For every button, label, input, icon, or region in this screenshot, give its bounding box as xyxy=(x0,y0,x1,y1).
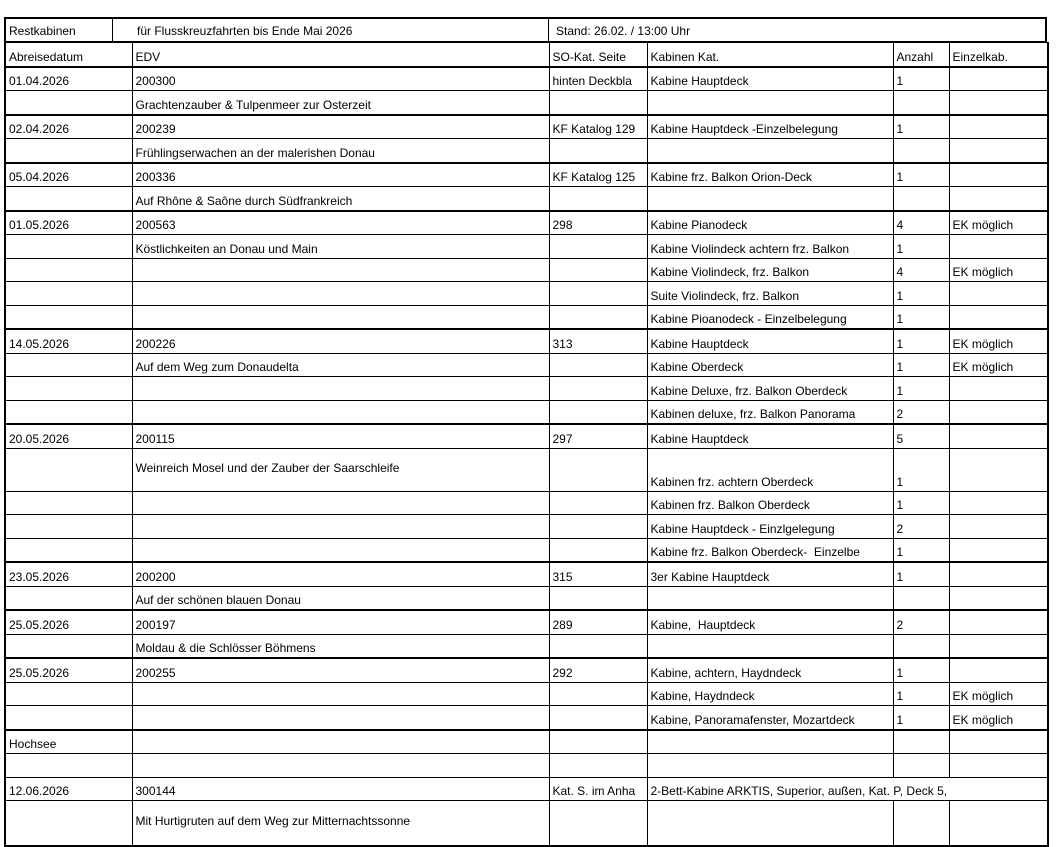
cell: 01.05.2026 xyxy=(5,211,132,235)
cell: Auf der schönen blauen Donau xyxy=(132,586,549,610)
cell xyxy=(949,400,1048,424)
cell: Mit Hurtigruten auf dem Weg zur Mitternachtssonne xyxy=(132,801,549,846)
table-row xyxy=(5,258,1048,282)
cell: 23.05.2026 xyxy=(5,562,132,586)
col-header-anzahl: Anzahl xyxy=(893,43,949,67)
cell: Moldau & die Schlösser Böhmens xyxy=(132,634,549,658)
cell xyxy=(5,305,132,329)
cell xyxy=(549,282,647,306)
cell xyxy=(949,658,1048,682)
cell: 1 xyxy=(893,353,949,377)
cell: 1 xyxy=(893,235,949,259)
cell: 200300 xyxy=(132,67,549,91)
cell xyxy=(949,610,1048,634)
cell: 1 xyxy=(893,448,949,491)
cell: 200563 xyxy=(132,211,549,235)
cell: EK möglich xyxy=(949,211,1048,235)
cell xyxy=(949,424,1048,448)
cell: Auf dem Weg zum Donaudelta xyxy=(132,353,549,377)
cell: 4 xyxy=(893,211,949,235)
cell: 313 xyxy=(549,329,647,353)
cell: Kabine, Hauptdeck xyxy=(647,610,893,634)
table-row xyxy=(5,730,1048,754)
cell xyxy=(949,448,1048,491)
cell: 2-Bett-Kabine ARKTIS, Superior, außen, Kat. P, Deck 5, xyxy=(647,777,1048,801)
table-row xyxy=(5,491,1048,515)
cell xyxy=(647,634,893,658)
cell xyxy=(549,305,647,329)
cell xyxy=(549,91,647,115)
cell: 4 xyxy=(893,258,949,282)
report-title: Restkabinen xyxy=(6,19,113,41)
cell: Weinreich Mosel und der Zauber der Saarschleife xyxy=(132,448,549,491)
table-row xyxy=(5,282,1048,306)
table-row xyxy=(5,562,1048,586)
cell xyxy=(549,801,647,846)
cell xyxy=(647,801,893,846)
cell xyxy=(893,801,949,846)
cell: 1 xyxy=(893,682,949,706)
cell: Kabine frz. Balkon Oberdeck- Einzelbe xyxy=(647,538,893,562)
cell xyxy=(647,730,893,754)
cell xyxy=(949,515,1048,539)
cell xyxy=(949,235,1048,259)
cell xyxy=(893,187,949,211)
cell: 200197 xyxy=(132,610,549,634)
cell xyxy=(949,754,1048,778)
cell: 297 xyxy=(549,424,647,448)
cell xyxy=(549,491,647,515)
cell: 01.04.2026 xyxy=(5,67,132,91)
cell: Kabine Pioanodeck - Einzelbelegung xyxy=(647,305,893,329)
cell: Frühlingserwachen an der malerishen Donau xyxy=(132,139,549,163)
cell: 25.05.2026 xyxy=(5,658,132,682)
cell xyxy=(893,586,949,610)
cell: EK möglich xyxy=(949,258,1048,282)
table-row xyxy=(5,610,1048,634)
cell: 12.06.2026 xyxy=(5,777,132,801)
cell: 1 xyxy=(893,658,949,682)
cell xyxy=(132,515,549,539)
table-row xyxy=(5,538,1048,562)
cell: 200255 xyxy=(132,658,549,682)
cell xyxy=(549,515,647,539)
cell: Kabine Violindeck, frz. Balkon xyxy=(647,258,893,282)
report-title-row xyxy=(4,17,1047,42)
cell xyxy=(949,91,1048,115)
cell xyxy=(5,187,132,211)
table-row xyxy=(5,305,1048,329)
cell: Kabine Oberdeck xyxy=(647,353,893,377)
table-row xyxy=(5,329,1048,353)
cell: EK möglich xyxy=(949,329,1048,353)
table-row xyxy=(5,115,1048,139)
cell: Kat. S. im Anha xyxy=(549,777,647,801)
cell xyxy=(549,754,647,778)
cell xyxy=(949,282,1048,306)
cell: Auf Rhône & Saône durch Südfrankreich xyxy=(132,187,549,211)
cell xyxy=(5,353,132,377)
cell: EK möglich xyxy=(949,353,1048,377)
cell: 1 xyxy=(893,562,949,586)
cell xyxy=(549,353,647,377)
cell xyxy=(893,754,949,778)
cell: Kabine Hauptdeck xyxy=(647,67,893,91)
cell: EK möglich xyxy=(949,706,1048,730)
table-row xyxy=(5,163,1048,187)
cell xyxy=(549,634,647,658)
table-row xyxy=(5,353,1048,377)
cell: Kabine Hauptdeck -Einzelbelegung xyxy=(647,115,893,139)
cell xyxy=(949,562,1048,586)
table-row xyxy=(5,91,1048,115)
cell: Kabinen frz. Balkon Oberdeck xyxy=(647,491,893,515)
cell: 3er Kabine Hauptdeck xyxy=(647,562,893,586)
cell xyxy=(647,586,893,610)
cell xyxy=(5,377,132,401)
cell xyxy=(132,377,549,401)
cell xyxy=(549,706,647,730)
cell xyxy=(949,377,1048,401)
cell xyxy=(549,586,647,610)
col-header-kabinen-kat: Kabinen Kat. xyxy=(647,43,893,67)
cell: 300144 xyxy=(132,777,549,801)
cell xyxy=(949,187,1048,211)
cell xyxy=(132,400,549,424)
cell: 1 xyxy=(893,163,949,187)
table-row xyxy=(5,754,1048,778)
cell xyxy=(893,139,949,163)
cell xyxy=(949,634,1048,658)
cell: Kabine Hauptdeck xyxy=(647,424,893,448)
cell: Hochsee xyxy=(5,730,132,754)
cell xyxy=(949,139,1048,163)
cell xyxy=(5,400,132,424)
cell: 200336 xyxy=(132,163,549,187)
cell: 5 xyxy=(893,424,949,448)
cell xyxy=(647,754,893,778)
cell: 289 xyxy=(549,610,647,634)
table-row xyxy=(5,424,1048,448)
cell xyxy=(5,448,132,491)
cell xyxy=(5,91,132,115)
cell: 1 xyxy=(893,305,949,329)
report-subtitle: für Flusskreuzfahrten bis Ende Mai 2026 xyxy=(113,19,549,41)
cell: 2 xyxy=(893,515,949,539)
table-row xyxy=(5,400,1048,424)
cell xyxy=(893,730,949,754)
cell: 02.04.2026 xyxy=(5,115,132,139)
table-row xyxy=(5,682,1048,706)
cell xyxy=(132,682,549,706)
cell xyxy=(949,67,1048,91)
table-row xyxy=(5,187,1048,211)
cell: 1 xyxy=(893,491,949,515)
cell xyxy=(549,730,647,754)
cell: 1 xyxy=(893,706,949,730)
cell xyxy=(647,187,893,211)
table-row xyxy=(5,777,1048,801)
cell xyxy=(549,682,647,706)
cell: 1 xyxy=(893,377,949,401)
cell: Kabine Hauptdeck - Einzlgelegung xyxy=(647,515,893,539)
cell xyxy=(949,115,1048,139)
cell xyxy=(549,377,647,401)
cell xyxy=(5,706,132,730)
cell xyxy=(549,139,647,163)
cell: 315 xyxy=(549,562,647,586)
cell xyxy=(132,305,549,329)
table-row xyxy=(5,139,1048,163)
cell: Kabine Hauptdeck xyxy=(647,329,893,353)
cell xyxy=(5,682,132,706)
cell xyxy=(893,634,949,658)
cell: KF Katalog 125 xyxy=(549,163,647,187)
cell xyxy=(893,91,949,115)
cell xyxy=(549,538,647,562)
cell xyxy=(132,754,549,778)
restkabinen-table xyxy=(4,42,1049,847)
cell xyxy=(5,282,132,306)
cell: 05.04.2026 xyxy=(5,163,132,187)
cell xyxy=(949,801,1048,846)
cell: Kabine, achtern, Haydndeck xyxy=(647,658,893,682)
cell xyxy=(549,400,647,424)
cell: 200226 xyxy=(132,329,549,353)
cell xyxy=(949,538,1048,562)
table-row xyxy=(5,634,1048,658)
cell: 2 xyxy=(893,610,949,634)
cell: Suite Violindeck, frz. Balkon xyxy=(647,282,893,306)
col-header-edv: EDV xyxy=(132,43,549,67)
table-row xyxy=(5,211,1048,235)
cell xyxy=(5,634,132,658)
cell xyxy=(549,187,647,211)
table-row xyxy=(5,67,1048,91)
cell xyxy=(549,235,647,259)
cell xyxy=(132,706,549,730)
cell: Köstlichkeiten an Donau und Main xyxy=(132,235,549,259)
cell xyxy=(949,586,1048,610)
cell: KF Katalog 129 xyxy=(549,115,647,139)
cell: Kabine, Panoramafenster, Mozartdeck xyxy=(647,706,893,730)
table-row xyxy=(5,586,1048,610)
cell xyxy=(949,491,1048,515)
col-header-abreisedatum: Abreisedatum xyxy=(5,43,132,67)
table-body xyxy=(5,67,1048,846)
table-row xyxy=(5,448,1048,491)
cell xyxy=(549,258,647,282)
cell xyxy=(949,163,1048,187)
cell: 292 xyxy=(549,658,647,682)
cell xyxy=(5,235,132,259)
cell: Grachtenzauber & Tulpenmeer zur Osterzeit xyxy=(132,91,549,115)
table-row xyxy=(5,377,1048,401)
cell xyxy=(5,139,132,163)
table-row xyxy=(5,658,1048,682)
cell xyxy=(132,258,549,282)
cell: 200239 xyxy=(132,115,549,139)
cell xyxy=(132,491,549,515)
col-header-so-kat-seite: SO-Kat. Seite xyxy=(549,43,647,67)
cell: 200115 xyxy=(132,424,549,448)
cell: 2 xyxy=(893,400,949,424)
cell: 1 xyxy=(893,282,949,306)
cell: EK möglich xyxy=(949,682,1048,706)
cell xyxy=(132,282,549,306)
cell: 1 xyxy=(893,115,949,139)
cell: 1 xyxy=(893,329,949,353)
cell xyxy=(647,91,893,115)
cell xyxy=(5,538,132,562)
cell: Kabinen frz. achtern Oberdeck xyxy=(647,448,893,491)
cell: Kabine Pianodeck xyxy=(647,211,893,235)
cell: 14.05.2026 xyxy=(5,329,132,353)
report-status-timestamp: Stand: 26.02. / 13:00 Uhr xyxy=(556,24,691,38)
table-row xyxy=(5,235,1048,259)
cell: 25.05.2026 xyxy=(5,610,132,634)
cell: 1 xyxy=(893,538,949,562)
cell: 298 xyxy=(549,211,647,235)
table-header-row xyxy=(5,43,1048,67)
cell xyxy=(5,754,132,778)
cell xyxy=(132,538,549,562)
table-row xyxy=(5,801,1048,846)
cell: Kabine frz. Balkon Orion-Deck xyxy=(647,163,893,187)
cell: Kabine, Haydndeck xyxy=(647,682,893,706)
cell xyxy=(5,586,132,610)
cell: hinten Deckbla xyxy=(549,67,647,91)
cell xyxy=(5,258,132,282)
cell xyxy=(5,515,132,539)
col-header-einzelkab: Einzelkab. xyxy=(949,43,1048,67)
cell xyxy=(949,730,1048,754)
cell: Kabine Violindeck achtern frz. Balkon xyxy=(647,235,893,259)
table-row xyxy=(5,515,1048,539)
cell xyxy=(949,305,1048,329)
table-row xyxy=(5,706,1048,730)
cell: 20.05.2026 xyxy=(5,424,132,448)
cell xyxy=(5,801,132,846)
cell: Kabine Deluxe, frz. Balkon Oberdeck xyxy=(647,377,893,401)
cell: 1 xyxy=(893,67,949,91)
cell xyxy=(5,491,132,515)
cell xyxy=(132,730,549,754)
cell xyxy=(549,448,647,491)
cell xyxy=(647,139,893,163)
cell: Kabinen deluxe, frz. Balkon Panorama xyxy=(647,400,893,424)
cell: 200200 xyxy=(132,562,549,586)
